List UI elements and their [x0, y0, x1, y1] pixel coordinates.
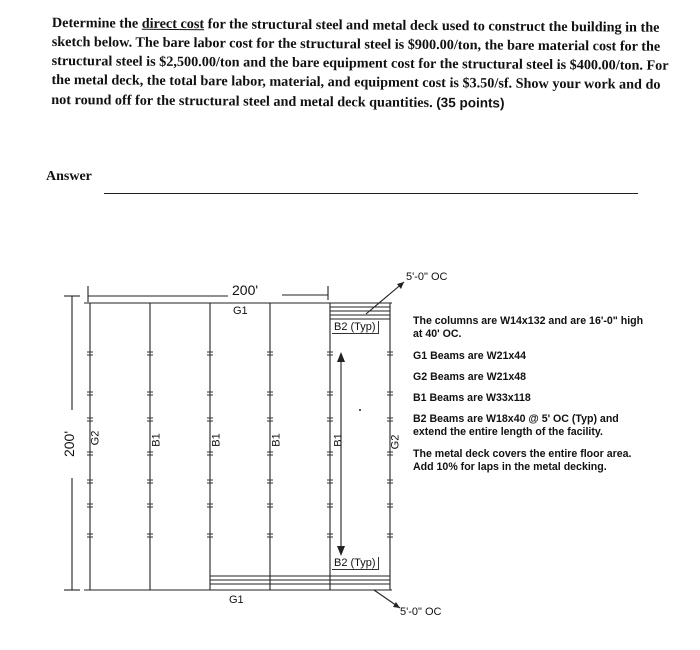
left-g2-label: G2	[89, 430, 102, 446]
right-g2-label: G2	[389, 434, 402, 450]
note-g2: G2 Beams are W21x48	[413, 371, 527, 383]
answer-label: Answer	[46, 169, 92, 184]
b1-label-4: B1	[332, 433, 345, 447]
width-dim-label: 200'	[232, 282, 259, 298]
note-columns: The columns are W14x132 and are 16'-0" high at 40' OC.	[413, 315, 644, 340]
question-part-1: Determine the	[51, 14, 142, 32]
b2-top-label: B2 (Typ)	[332, 321, 379, 334]
spacing-label-bottom: 5'-0" OC	[400, 606, 442, 618]
b2-bottom-label: B2 (Typ)	[332, 557, 379, 570]
spacing-label-top: 5'-0" OC	[406, 271, 448, 283]
b1-label-1: B1	[150, 433, 163, 447]
top-g1-label: G1	[233, 305, 248, 317]
note-b1: B1 Beams are W33x118	[413, 392, 531, 404]
b1-label-3: B1	[270, 433, 283, 447]
height-dim-label: 200'	[61, 430, 78, 458]
question-points: (35 points)	[436, 95, 505, 111]
question-direct-cost: direct cost	[141, 15, 205, 33]
note-deck: The metal deck covers the entire floor area. Add 10% for laps in the metal decking.	[413, 448, 632, 473]
column-marks	[87, 352, 393, 537]
question-part-2: for the structural steel and metal deck used to construct the building in the sketch below. The bare labor cost for the structural steel is $900.00/ton, the bare material cost for the structural steel is $2,500.00/ton and the bare equipment cost for the structural steel is $400.00/ton. For the metal deck, the total bare labor, material, and equipment cost is $3.50/sf. Show your work and do not round off for the structural steel and metal deck quantities.	[51, 16, 669, 111]
note-b2: B2 Beams are W18x40 @ 5' OC (Typ) and extend the entire length of the facility.	[413, 413, 619, 438]
bottom-g1-label: G1	[229, 594, 244, 606]
sketch-notes	[413, 315, 653, 482]
spacing-leader-top	[366, 282, 404, 314]
b1-label-2: B1	[210, 433, 223, 447]
note-g1: G1 Beams are W21x44	[413, 350, 527, 362]
